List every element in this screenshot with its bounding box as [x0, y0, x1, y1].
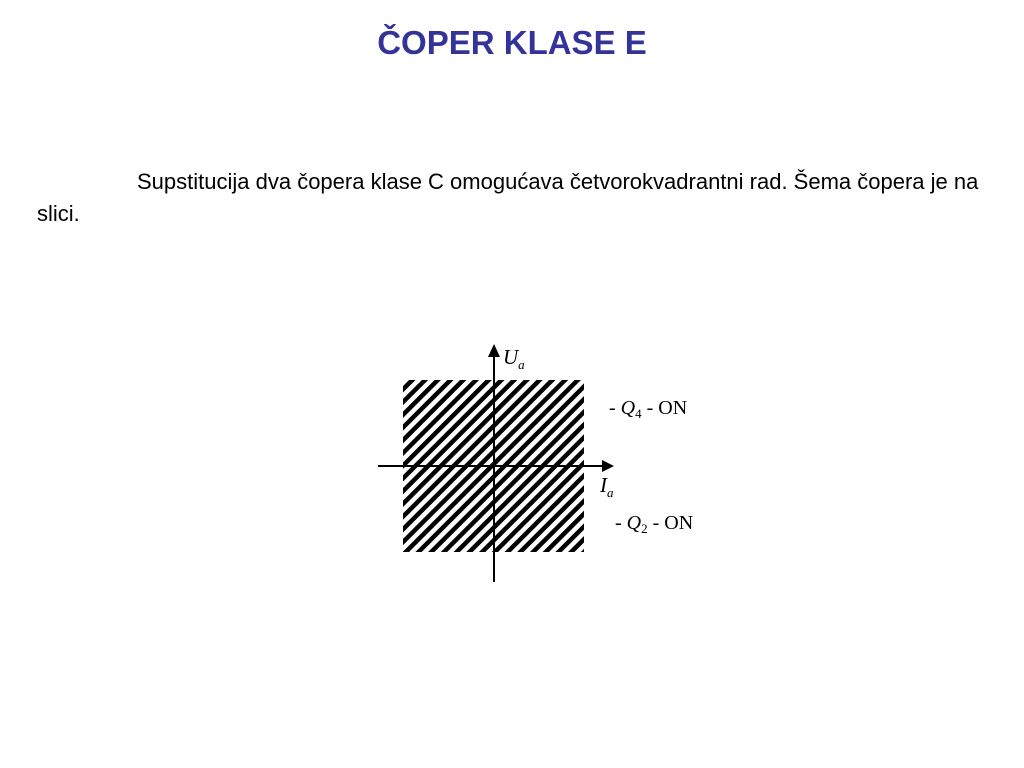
axis-label-ia: $I_a$ — [600, 473, 614, 500]
vertical-axis-arrow-icon — [488, 344, 500, 357]
slide-paragraph: Supstitucija dva čopera klase C omogućava četvorokvadrantni rad. Šema čopera je na slici. — [37, 169, 979, 226]
legend-q2-on: - $Q_2$ - ON — [615, 512, 694, 536]
legend-q4-on: - $Q_4$ - ON — [609, 397, 688, 421]
slide-title: ČOPER KLASE E — [377, 24, 647, 61]
axis-label-ua: $U_a$ — [503, 345, 525, 372]
horizontal-axis-arrow-icon — [602, 460, 614, 472]
